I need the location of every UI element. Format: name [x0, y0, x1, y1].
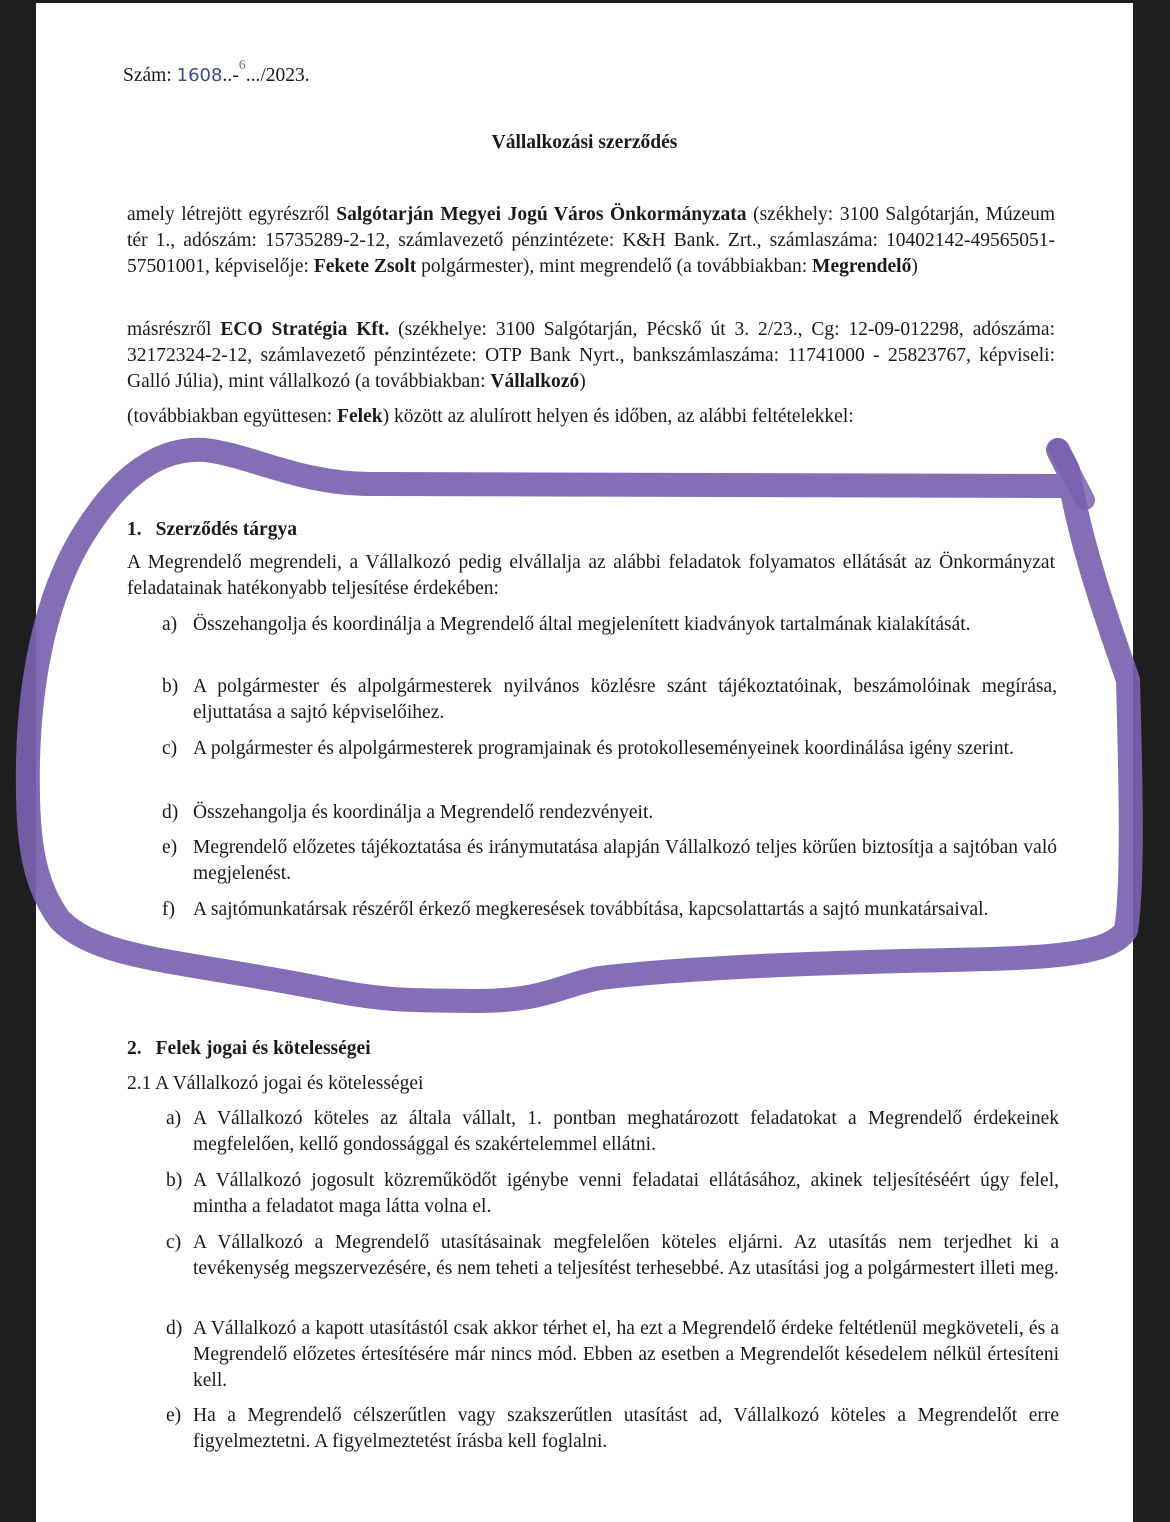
item-label: f): [162, 899, 175, 920]
item-label: e): [162, 837, 178, 858]
document-number: [123, 58, 1051, 91]
section1-title: Szerződés tárgya: [155, 519, 297, 540]
section1-item: [162, 800, 1057, 826]
section2-item: [166, 1316, 1059, 1394]
section1-intro: A Megrendelő megrendeli, a Vállalkozó pedig elvállalja az alábbi feladatok folyamatos ellátását az Önkormányzat feladatainak hatékonyabb teljesítése érdekében:: [127, 552, 1055, 599]
item-text: Ha a Megrendelő célszerűtlen vagy szakszerűtlen utasítást ad, Vállalkozó köteles a Megrendelőt erre figyelmeztetni. A figyelmeztetést írásba kell foglalni.: [193, 1405, 1059, 1452]
party1-alias: Megrendelő: [812, 256, 912, 277]
number-year: /2023.: [260, 65, 310, 86]
item-text: A Vállalkozó a Megrendelő utasításainak megfelelően köteles eljárni. Az utasítás nem terjedhet ki a tevékenység megszervezésére, és nem teheti a teljesítést terhesebbé. Az utasítási jog a polgármestert illeti meg.: [193, 1232, 1059, 1279]
handwritten-sub-number: 6: [238, 58, 246, 73]
parties-together-paragraph: [127, 404, 1055, 430]
party2-details: (székhelye: 3100 Salgótarján, Pécskő út 3. 2/23., Cg: 12-09-012298, adószáma: 32172324-2-12, számlavezető pénzintézete: OTP Bank Nyrt., bankszámlaszáma: 11741000 - 25823767, képviseli: Galló Júlia), mint vállalkozó (a továbbiakban:: [127, 319, 1055, 392]
section2-item: [166, 1106, 1059, 1158]
document-page: [36, 3, 1133, 1522]
handwritten-number: 1608: [176, 65, 223, 86]
item-text: A polgármester és alpolgármesterek programjainak és protokolleseményeinek koordinálása igény szerint.: [193, 738, 1014, 759]
section2-item: [166, 1168, 1059, 1220]
section1-item: [162, 612, 1057, 638]
number-label: Szám:: [123, 65, 172, 86]
item-text: A polgármester és alpolgármesterek nyilvános közlésre szánt tájékoztatóinak, beszámolóinak megírása, eljuttatása a sajtó képviselőihez.: [193, 676, 1057, 723]
party1-role: polgármester), mint megrendelő (a továbbiakban:: [416, 256, 813, 277]
together-prefix: (továbbiakban együttesen:: [127, 406, 338, 427]
item-label: a): [166, 1108, 182, 1129]
party2-prefix: másrészről: [127, 319, 221, 340]
party1-representative: Fekete Zsolt: [313, 256, 417, 277]
section2-number: 2.: [127, 1038, 142, 1059]
item-text: A Vállalkozó jogosult közreműködőt igénybe venni feladatai ellátásához, akinek teljesítéséért úgy felel, mintha a feladatot maga látta volna el.: [193, 1170, 1059, 1217]
item-label: d): [162, 802, 179, 823]
party1-name: Salgótarján Megyei Jogú Város Önkormányzata: [336, 204, 747, 225]
section1-number: 1.: [127, 519, 142, 540]
section1-item: [162, 897, 1057, 923]
section2-subheading: 2.1 A Vállalkozó jogai és kötelességei: [127, 1073, 424, 1094]
section2-heading: [127, 1036, 1055, 1062]
number-dots-2: ...: [245, 65, 261, 86]
item-text: Megrendelő előzetes tájékoztatása és iránymutatása alapján Vállalkozó teljes körűen biztosítja a sajtóban való megjelenést.: [193, 837, 1057, 884]
item-label: d): [166, 1318, 183, 1339]
party1-prefix: amely létrejött egyrészről: [127, 204, 337, 225]
document-title: Vállalkozási szerződés: [491, 132, 678, 153]
party1-paragraph: [127, 202, 1055, 280]
item-label: b): [162, 676, 179, 697]
section2-title: Felek jogai és kötelességei: [155, 1038, 371, 1059]
item-text: A Vállalkozó a kapott utasítástól csak akkor térhet el, ha ezt a Megrendelő érdeke feltétlenül megköveteli, és a Megrendelő előzetes értesítésére már nincs mód. Ebben az esetben a Megrendelőt késedelem nélkül értesíteni kell.: [193, 1318, 1059, 1391]
section1-item: [162, 674, 1057, 726]
section2-item: [166, 1403, 1059, 1455]
party2-alias: Vállalkozó: [490, 371, 580, 392]
section1-item: [162, 835, 1057, 887]
party1-suffix: ): [911, 256, 918, 277]
party2-suffix: ): [579, 371, 586, 392]
item-label: b): [166, 1170, 183, 1191]
item-label: a): [162, 614, 178, 635]
party2-paragraph: [127, 317, 1055, 395]
section2-item: [166, 1230, 1059, 1282]
party2-name: ECO Stratégia Kft.: [220, 319, 390, 340]
together-suffix: ) között az alulírott helyen és időben, az alábbi feltételekkel:: [382, 406, 854, 427]
section1-item: [162, 736, 1057, 762]
item-label: c): [166, 1232, 182, 1253]
number-dots: ..-: [222, 65, 239, 86]
section1-heading: [127, 517, 1055, 543]
item-label: e): [166, 1405, 182, 1426]
party1-details: (székhely: 3100 Salgótarján, Múzeum tér 1., adószám: 15735289-2-12, számlavezető pénzintézete: K&H Bank. Zrt., számlaszáma: 10402142-49565051-57501001, képviselője:: [127, 204, 1055, 277]
item-text: A sajtómunkatársak részéről érkező megkeresések továbbítása, kapcsolattartás a sajtó munkatársaival.: [193, 899, 989, 920]
item-text: A Vállalkozó köteles az általa vállalt, 1. pontban meghatározott feladatokat a Megrendelő érdekeinek megfelelően, kellő gondossággal és szakértelemmel ellátni.: [193, 1108, 1059, 1155]
item-text: Összehangolja és koordinálja a Megrendelő rendezvényeit.: [193, 802, 654, 823]
together-alias: Felek: [337, 406, 383, 427]
item-text: Összehangolja és koordinálja a Megrendelő által megjelenített kiadványok tartalmának kialakítását.: [193, 614, 971, 635]
item-label: c): [162, 738, 178, 759]
